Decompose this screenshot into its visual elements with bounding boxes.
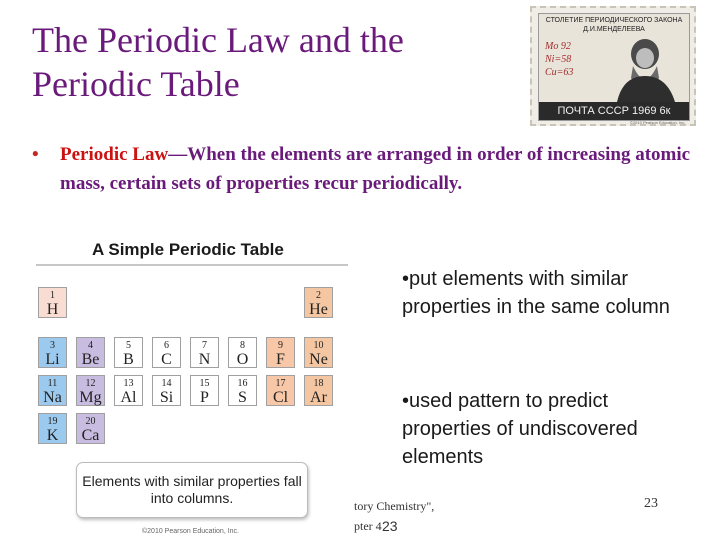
- atomic-number: 8: [240, 340, 245, 351]
- element-symbol: Ar: [310, 389, 327, 406]
- atomic-number: 20: [85, 416, 96, 427]
- element-cell: [228, 337, 257, 368]
- element-cell: [304, 337, 333, 368]
- atomic-number: 18: [313, 378, 324, 389]
- right-bullet-item: [402, 387, 702, 471]
- footer-page-number-small: 23: [382, 518, 398, 534]
- element-cell: [190, 337, 219, 368]
- mendeleev-portrait-icon: [609, 36, 681, 102]
- periodic-law-definition: When the elements are arranged in order of increasing atomic mass, certain sets of properties recur periodically.: [60, 144, 691, 194]
- atomic-number: 15: [199, 378, 210, 389]
- bullet-dot-icon: •: [402, 268, 410, 290]
- element-cell: [152, 337, 181, 368]
- atomic-number: 9: [278, 340, 283, 351]
- atomic-number: 7: [202, 340, 207, 351]
- slide-page-number: 23: [644, 496, 658, 511]
- bullet-dot-icon: •: [402, 390, 410, 412]
- atomic-number: 12: [85, 378, 96, 389]
- element-symbol: Li: [45, 351, 60, 368]
- element-symbol: B: [123, 351, 134, 368]
- bullet-dot-icon: •: [32, 144, 39, 165]
- atomic-number: 17: [275, 378, 286, 389]
- atomic-number: 3: [50, 340, 55, 351]
- stamp-header-line-1: СТОЛЕТИЕ ПЕРИОДИЧЕСКОГО ЗАКОНА: [545, 17, 683, 24]
- atomic-number: 11: [47, 378, 58, 389]
- atomic-number: 10: [313, 340, 324, 351]
- atomic-number: 6: [164, 340, 169, 351]
- periodic-table-rule: [36, 264, 348, 266]
- element-symbol: Al: [120, 389, 137, 406]
- element-cell: [304, 375, 333, 406]
- element-symbol: C: [161, 351, 172, 368]
- atomic-number: 4: [88, 340, 93, 351]
- element-cell: [38, 375, 67, 406]
- atomic-number: 19: [47, 416, 58, 427]
- atomic-number: 5: [126, 340, 131, 351]
- element-cell: [38, 413, 67, 444]
- atomic-number: 13: [123, 378, 134, 389]
- slide-title: The Periodic Law and the Periodic Table: [32, 20, 404, 104]
- stamp-copyright: ©2010 Pearson Education, Inc.: [630, 120, 686, 125]
- periodic-table-copyright: ©2010 Pearson Education, Inc.: [142, 528, 239, 535]
- right-bullet-text: used pattern to predict properties of undiscovered elements: [402, 390, 638, 468]
- element-symbol: Be: [81, 351, 100, 368]
- atomic-number: 1: [50, 290, 55, 301]
- element-symbol: K: [46, 427, 59, 444]
- element-cell: [76, 337, 105, 368]
- element-symbol: O: [236, 351, 249, 368]
- stamp-handwriting-line: Ni=58: [545, 54, 572, 65]
- element-symbol: He: [309, 301, 328, 318]
- stamp-handwriting: [545, 40, 603, 79]
- element-symbol: Ca: [81, 427, 100, 444]
- footer-citation-line: tory Chemistry",: [354, 499, 435, 513]
- element-symbol: S: [238, 389, 247, 406]
- periodic-law-lead: Periodic Law: [60, 144, 169, 165]
- stamp-header-line-2: Д.И.МЕНДЕЛЕЕВА: [583, 26, 645, 33]
- atomic-number: 14: [161, 378, 172, 389]
- element-symbol: P: [200, 389, 209, 406]
- element-cell: [266, 375, 295, 406]
- element-cell: [38, 337, 67, 368]
- element-cell: [114, 375, 143, 406]
- element-symbol: F: [276, 351, 285, 368]
- element-cell: [76, 413, 105, 444]
- periodic-law-text: [60, 140, 700, 198]
- element-cell: [152, 375, 181, 406]
- right-bullet-text: put elements with similar properties in the same column: [402, 268, 670, 318]
- element-cell: [304, 287, 333, 318]
- stamp-handwriting-line: Mo 92: [545, 41, 571, 52]
- footer-citation-line: pter 4: [354, 519, 382, 533]
- element-cell: [76, 375, 105, 406]
- element-cell: [114, 337, 143, 368]
- element-symbol: Ne: [309, 351, 328, 368]
- element-symbol: Mg: [79, 389, 102, 406]
- right-bullet-item: [402, 265, 702, 321]
- mendeleev-stamp-image: [530, 6, 696, 126]
- element-symbol: Cl: [272, 389, 289, 406]
- atomic-number: 16: [237, 378, 248, 389]
- element-cell: [190, 375, 219, 406]
- stamp-band: ПОЧТА СССР 1969 6к: [539, 102, 689, 120]
- periodic-table-title: A Simple Periodic Table: [92, 240, 284, 259]
- atomic-number: 2: [316, 290, 321, 301]
- stamp-face: [538, 13, 690, 121]
- periodic-table-callout: Elements with similar properties fall into columns.: [76, 462, 308, 518]
- element-cell: [266, 337, 295, 368]
- element-symbol: Si: [159, 389, 174, 406]
- element-cell: [228, 375, 257, 406]
- element-symbol: H: [46, 301, 59, 318]
- periodic-law-dash: —: [168, 144, 188, 165]
- stamp-handwriting-line: Cu=63: [545, 67, 574, 78]
- element-cell: [38, 287, 67, 318]
- element-symbol: N: [198, 351, 211, 368]
- element-symbol: Na: [43, 389, 62, 406]
